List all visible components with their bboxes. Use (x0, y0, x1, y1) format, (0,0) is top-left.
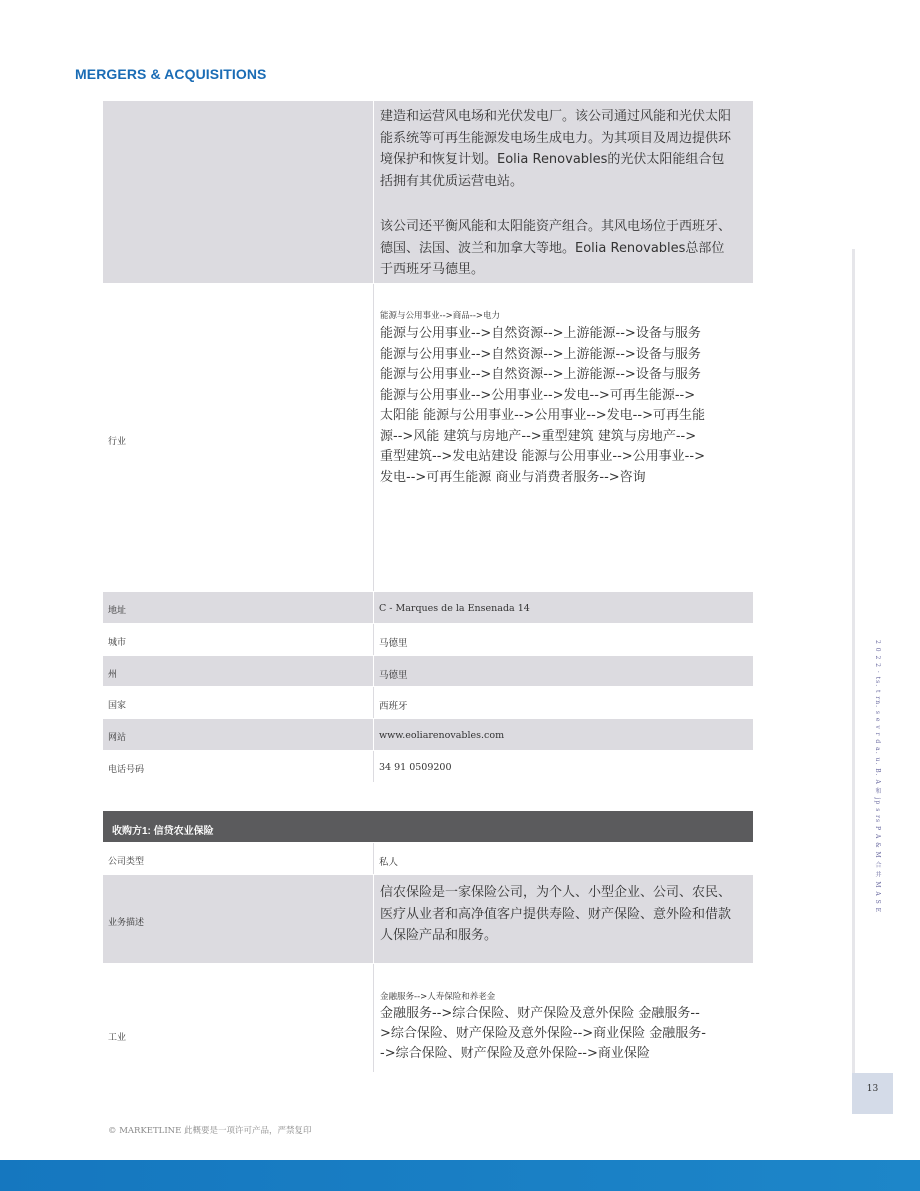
description-cell (373, 101, 753, 283)
industry-primary: 能源与公用事业-->商品-->电力 (380, 311, 501, 321)
state-label: 州 (108, 670, 118, 680)
acquirer-industry-list: 金融服务-->综合保险、财产保险及意外保险 金融服务-->综合保险、财产保险及意外保险-->商业保险 金融服务-->综合保险、财产保险及意外保险-->商业保险 (380, 1006, 706, 1061)
description-paragraph-2: 该公司还平衡风能和太阳能资产组合。其风电场位于西班牙、德国、法国、波兰和加拿大等地。Eolia Renovables总部位于西班牙马德里。 (380, 219, 732, 277)
description-paragraph-1: 建造和运营风电场和光伏发电厂。该公司通过风能和光伏太阳能系统等可再生能源发电场生成电力。为其项目及周边提供环境保护和恢复计划。Eolia Renovables的光伏太阳能组合包括拥有其优质运营电站。 (380, 109, 732, 189)
website-cell (373, 719, 753, 750)
acquirer-section-bar (103, 811, 753, 842)
state-value: 马德里 (379, 670, 408, 681)
company-type-row (103, 843, 753, 874)
acquirer-industry-row (103, 964, 753, 1072)
phone-label: 电话号码 (108, 765, 145, 775)
website-row (103, 719, 753, 750)
phone-cell (373, 751, 753, 782)
sidebar-divider (852, 249, 855, 1073)
industry-row (103, 284, 753, 591)
state-cell (373, 656, 753, 686)
page-number-box (852, 1073, 893, 1114)
business-description-value: 信农保险是一家保险公司，为个人、小型企业、公司、农民、医疗从业者和高净值客户提供寿险、财产保险、意外险和借款人保险产品和服务。 (380, 885, 732, 943)
state-row (103, 656, 753, 686)
phone-value: 34 91 0509200 (379, 762, 452, 773)
country-row (103, 687, 753, 718)
acquirer-industry-label: 工业 (108, 1033, 127, 1043)
city-row (103, 624, 753, 655)
city-value: 马德里 (379, 638, 408, 649)
company-type-value: 私人 (379, 857, 399, 868)
business-description-row (103, 875, 753, 963)
footer-bar (0, 1160, 920, 1191)
address-row (103, 592, 753, 623)
address-cell (373, 592, 753, 623)
sidebar-vertical-text: 2 0 2 2 · ts. t rn. s e v r d a. u. B. A 和 jp s rs P A & M 合 并 M A S E (874, 640, 881, 914)
acquirer-industry-primary: 金融服务-->人寿保险和养老金 (380, 992, 496, 1002)
company-type-cell (373, 843, 753, 874)
industry-label: 行业 (108, 437, 127, 447)
section-header-title: MERGERS & ACQUISITIONS (75, 66, 267, 82)
industry-cell (373, 284, 753, 591)
city-cell (373, 624, 753, 655)
address-label: 地址 (108, 606, 127, 616)
footer-copyright: © MARKETLINE 此概要是一项许可产品，严禁复印 (108, 1126, 312, 1136)
acquirer-industry-cell (373, 964, 753, 1072)
industry-list: 能源与公用事业-->自然资源-->上游能源-->设备与服务 能源与公用事业-->自然资源-->上游能源-->设备与服务 能源与公用事业-->自然资源-->上游能源-->设备与服务 能源与公用事业-->公用事业-->发电-->可再生能源-->太阳能 能源与公用事业-->公用事业-->发电-->可再生能源-->风能 建筑与房地产-->重型建筑 建筑与房地产-->重型建筑-->发电站建设 能源与公用事业-->公用事业-->发电-->可再生能源 商业与消费者服务-->咨询 (380, 326, 705, 485)
description-row (103, 101, 753, 283)
phone-row (103, 751, 753, 782)
business-description-cell (373, 875, 753, 963)
address-value: C - Marques de la Ensenada 14 (379, 603, 530, 614)
company-type-label: 公司类型 (108, 857, 145, 867)
country-value: 西班牙 (379, 701, 408, 712)
acquirer-section-title: 收购方1: 信贷农业保险 (112, 826, 214, 837)
website-link[interactable]: www.eoliarenovables.com (379, 730, 505, 741)
page-number: 13 (866, 1084, 879, 1094)
business-description-label: 业务描述 (108, 918, 145, 928)
website-label: 网站 (108, 733, 127, 743)
city-label: 城市 (108, 638, 127, 648)
country-label: 国家 (108, 701, 127, 711)
country-cell (373, 687, 753, 718)
